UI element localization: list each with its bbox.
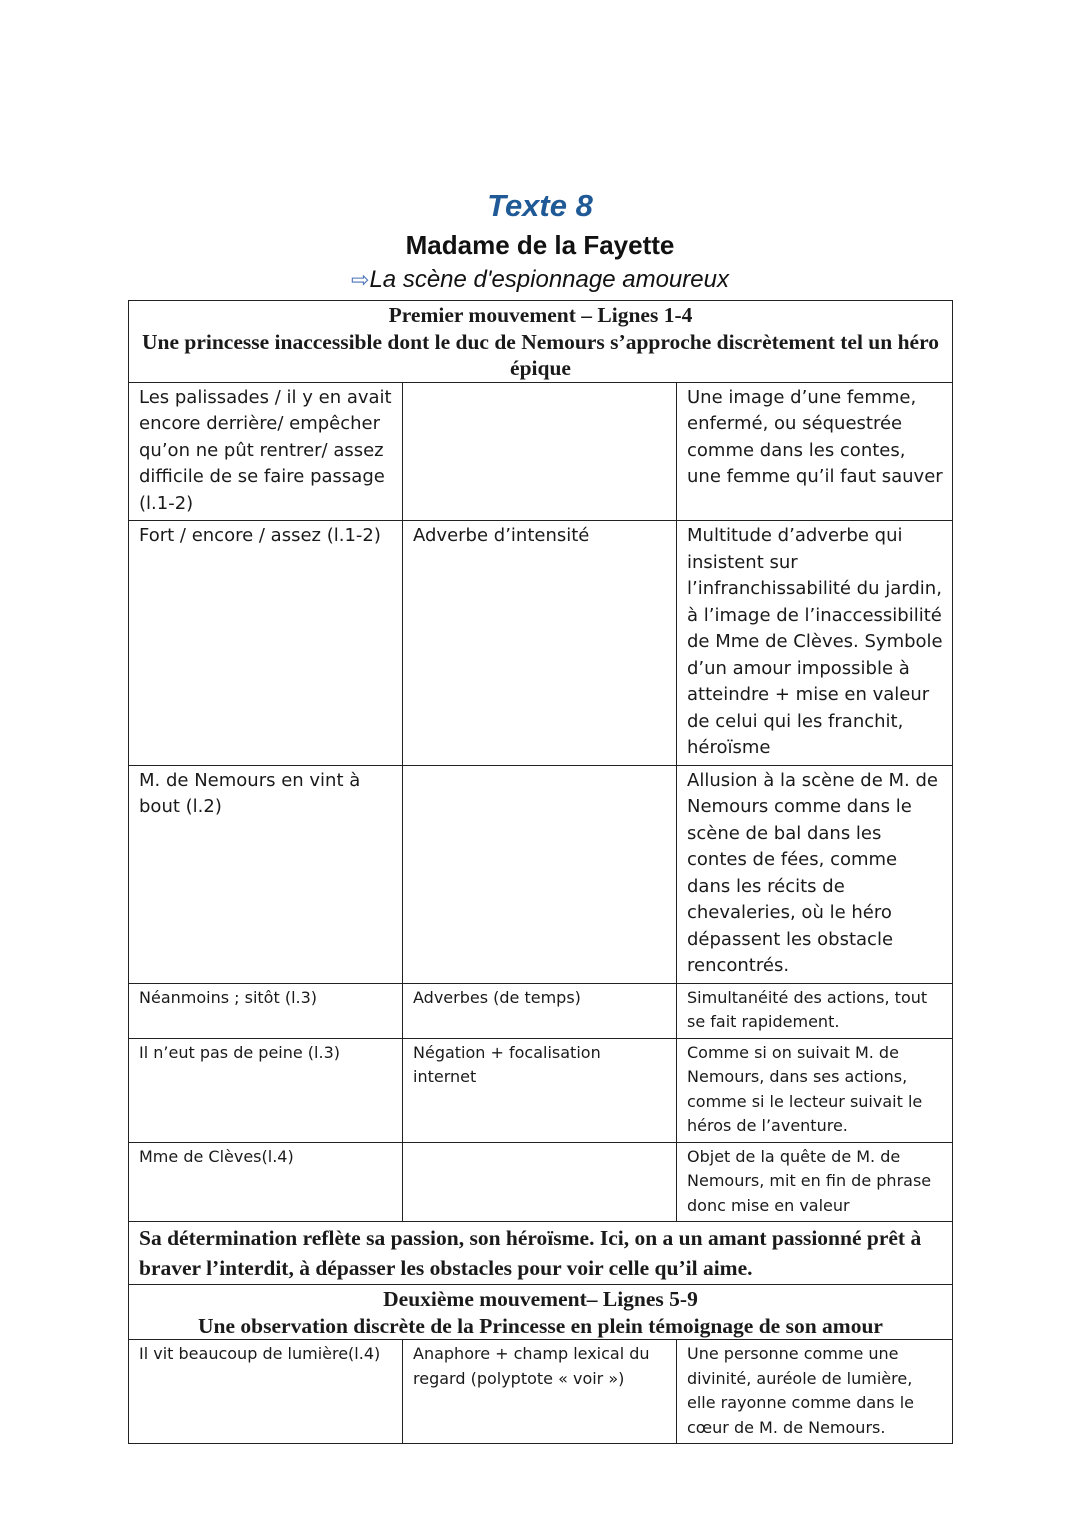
interpretation-cell: Comme si on suivait M. de Nemours, dans ses actions, comme si le lecteur suivait le héros de l’aventure. [677,1038,953,1142]
interpretation-cell: Simultanéité des actions, tout se fait rapidement. [677,983,953,1038]
subtitle-text: La scène d'espionnage amoureux [369,266,729,293]
section-heading-row [129,301,953,383]
citation-cell: Néanmoins ; sitôt (l.3) [129,983,403,1038]
document-title: Texte 8 [487,188,593,223]
citation-cell: Il vit beaucoup de lumière(l.4) [129,1340,403,1444]
procede-cell [403,382,677,521]
analysis-table [128,300,953,1444]
procede-cell: Négation + focalisation internet [403,1038,677,1142]
citation-cell: Les palissades / il y en avait encore derrière/ empêcher qu’on ne pût rentrer/ assez difficile de se faire passage (l.1-2) [129,382,403,521]
citation-cell: M. de Nemours en vint à bout (l.2) [129,765,403,983]
section-title: Premier mouvement – Lignes 1-4 [388,303,693,327]
procede-cell: Adverbe d’intensité [403,521,677,766]
section-heading [129,301,953,383]
interpretation-cell: Une personne comme une divinité, auréole de lumière, elle rayonne comme dans le cœur de M. de Nemours. [677,1340,953,1444]
author-name: Madame de la Fayette [405,230,675,260]
arrow-right-icon: ⇨ [351,267,370,292]
table-row [129,983,953,1038]
section-heading-row [129,1285,953,1340]
interpretation-cell: Objet de la quête de M. de Nemours, mit en fin de phrase donc mise en valeur [677,1142,953,1222]
procede-cell: Anaphore + champ lexical du regard (polyptote « voir ») [403,1340,677,1444]
interpretation-cell: Multitude d’adverbe qui insistent sur l’infranchissabilité du jardin, à l’image de l’inaccessibilité de Mme de Clèves. Symbole d’un amour impossible à atteindre + mise en valeur de celui qui les franchit, héroïsme [677,521,953,766]
citation-cell: Mme de Clèves(l.4) [129,1142,403,1222]
procede-cell [403,765,677,983]
subtitle [0,266,1080,294]
interpretation-cell: Une image d’une femme, enfermé, ou séquestrée comme dans les contes, une femme qu’il faut sauver [677,382,953,521]
table-row [129,1142,953,1222]
section-subtitle: Une observation discrète de la Princesse en plein témoignage de son amour [198,1313,883,1338]
table-row [129,765,953,983]
section-title: Deuxième mouvement– Lignes 5-9 [383,1287,698,1311]
procede-cell: Adverbes (de temps) [403,983,677,1038]
summary-row [129,1222,953,1285]
table-row [129,1340,953,1444]
citation-cell: Il n’eut pas de peine (l.3) [129,1038,403,1142]
procede-cell [403,1142,677,1222]
section-heading [129,1285,953,1340]
table-row [129,1038,953,1142]
section-subtitle: Une princesse inaccessible dont le duc de Nemours s’approche discrètement tel un héro épique [141,329,940,380]
citation-cell: Fort / encore / assez (l.1-2) [129,521,403,766]
interpretation-cell: Allusion à la scène de M. de Nemours comme dans le scène de bal dans les contes de fées, comme dans les récits de chevaleries, où le héro dépassent les obstacle rencontrés. [677,765,953,983]
table-row [129,521,953,766]
section-summary: Sa détermination reflète sa passion, son héroïsme. Ici, on a un amant passionné prêt à braver l’interdit, à dépasser les obstacles pour voir celle qu’il aime. [129,1222,953,1285]
table-row [129,382,953,521]
